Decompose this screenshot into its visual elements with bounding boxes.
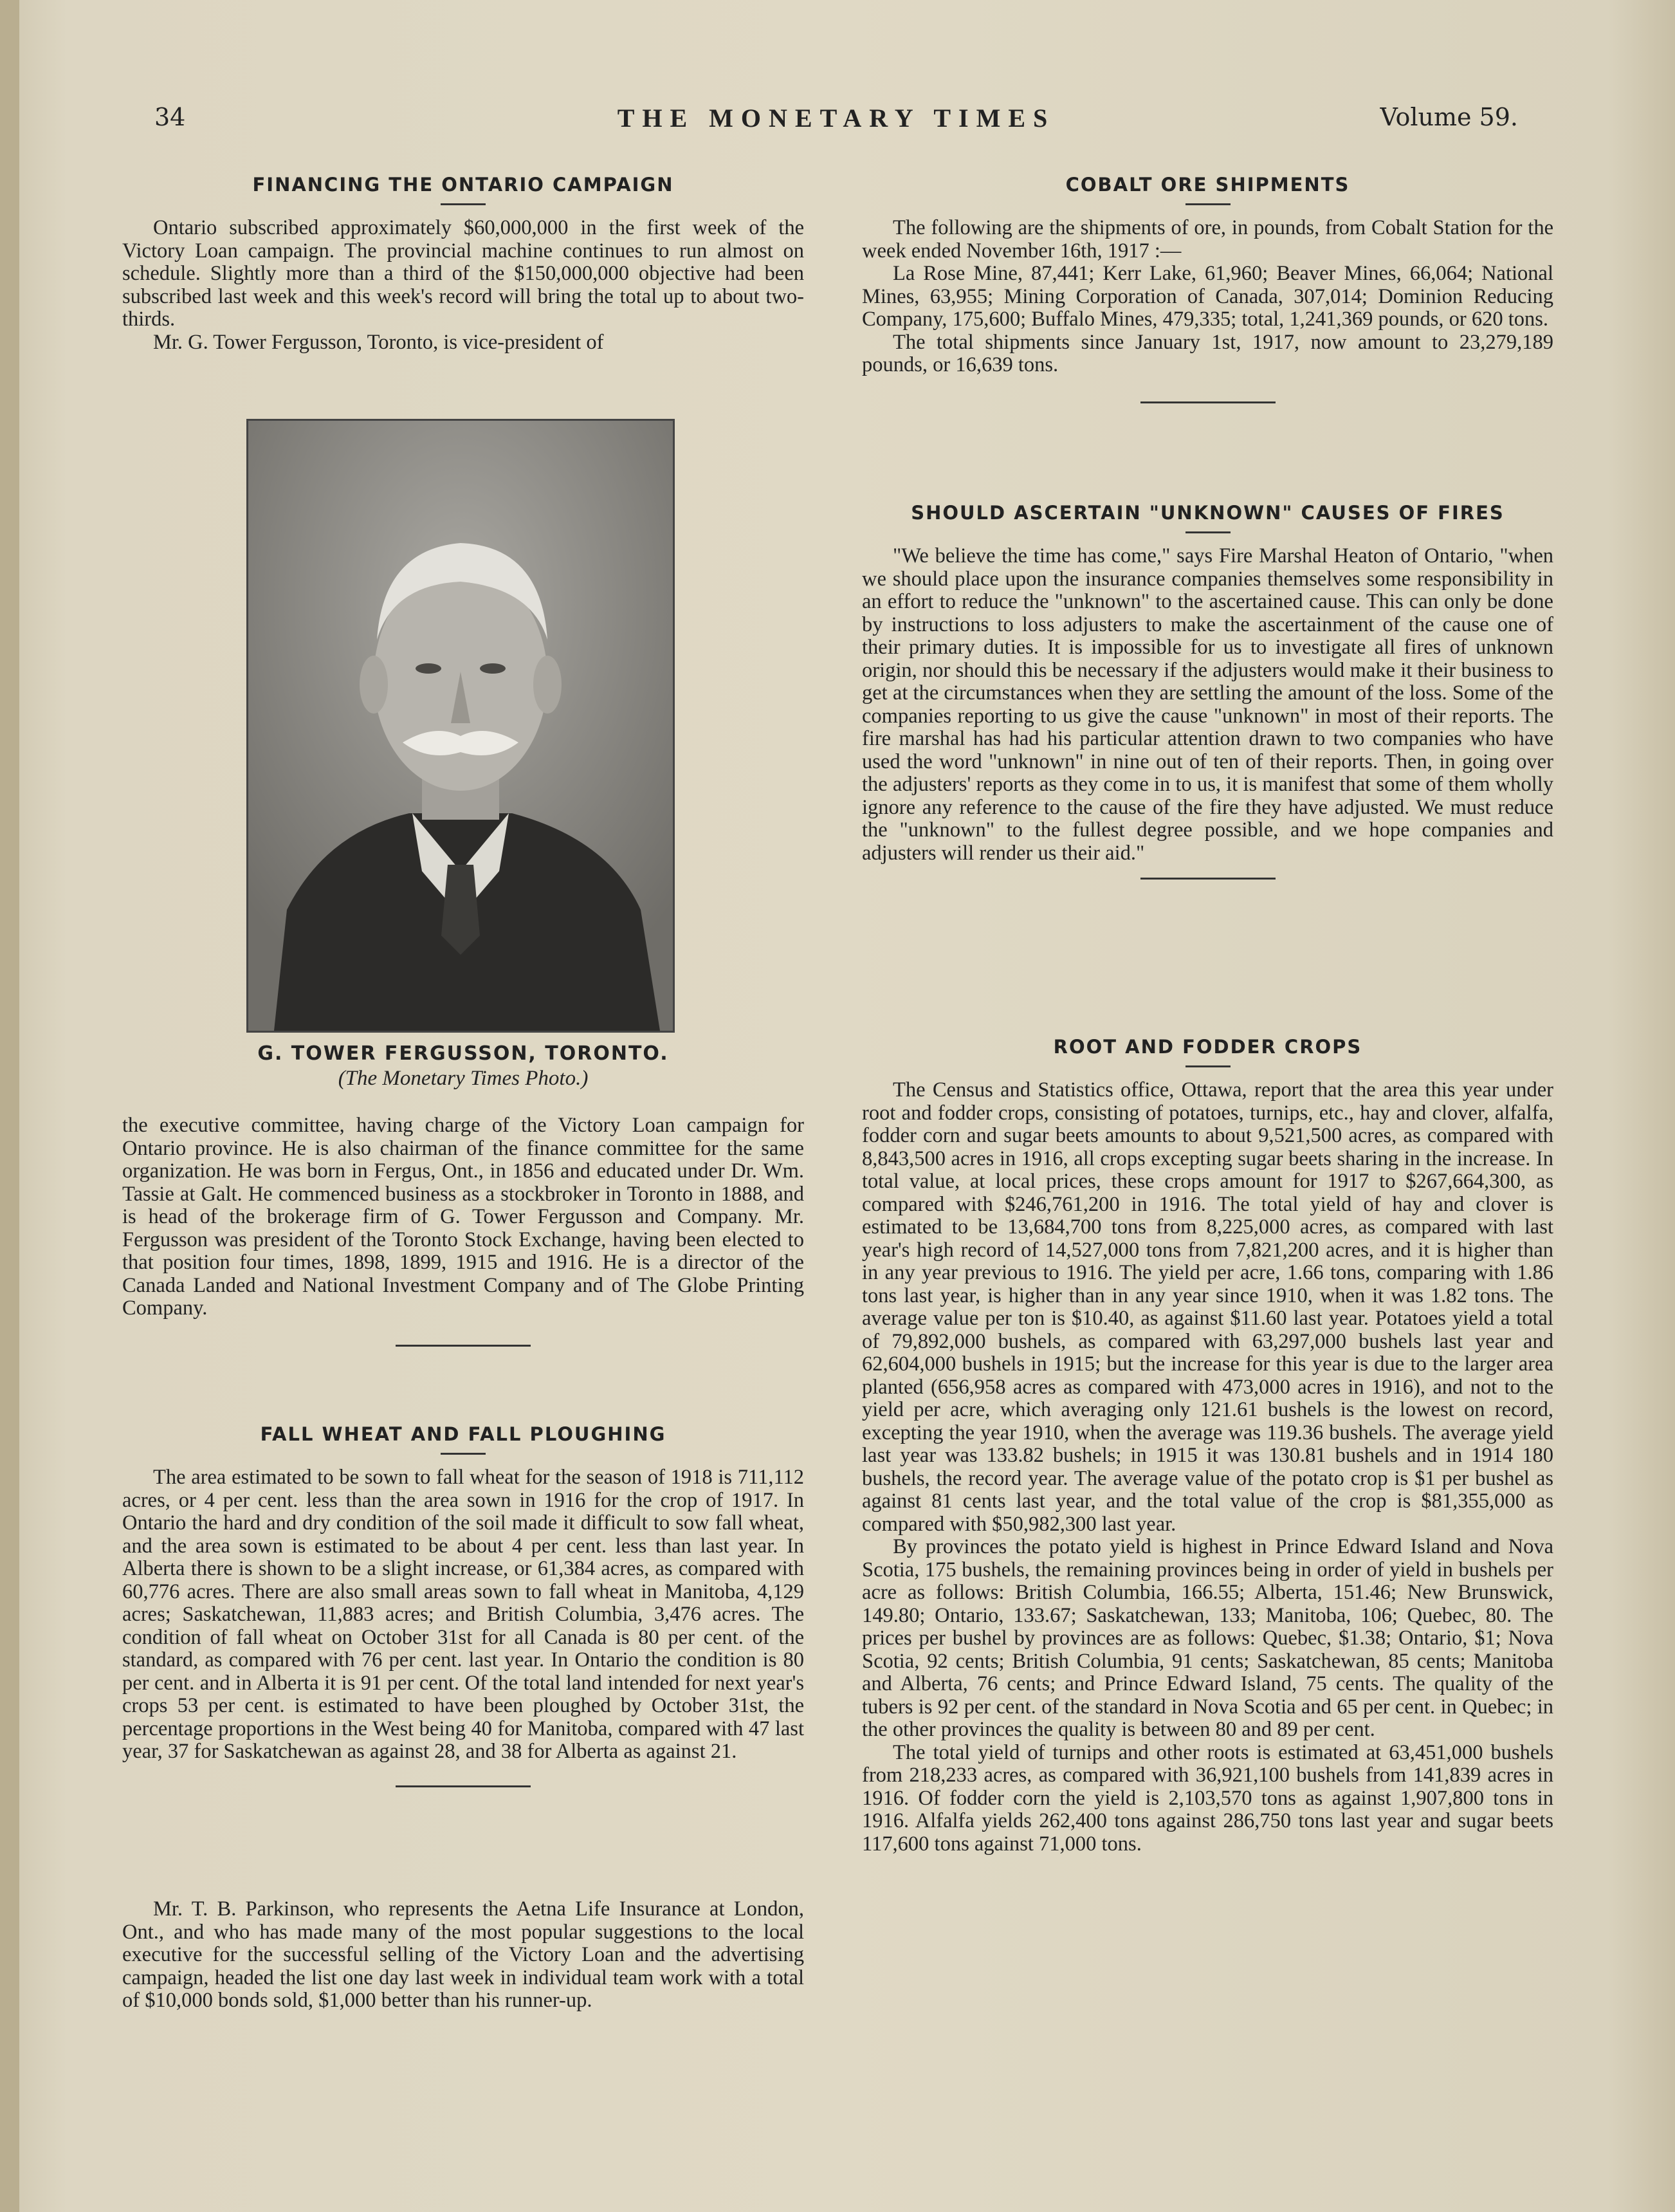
article-fall-wheat (122, 1423, 804, 1787)
article-paragraph: The Census and Statistics office, Ottawa, report that the area this year under root and fodder crops, consisting of potatoes, turnips, etc., hay and clover, alfalfa, fodder corn and sugar beets amounts to about 9,521,500 acres, as compared with 8,843,500 acres in 1916, all crops excepting sugar beets sharing in the increase. In total value, at local prices, these crops amount for 1917 to $267,664,300, as compared with $246,761,200 in 1916. The total yield of hay and clover is estimated to be 13,684,700 tons from 8,225,000 acres, as compared with last year's high record of 14,527,000 tons from 7,821,200 acres, and it is higher than in any year previous to 1916. The yield per acre, 1.66 tons, comparing with 1.86 tons last year, is higher than in any year since 1910, when it was 1.82 tons. The average value per ton is $10.40, as against $11.60 last year. Potatoes yield a total of 79,892,000 bushels, as compared with 63,297,000 bushels last year and 62,604,000 bushels in 1915; but the increase for this year is due to the larger area planted (656,958 acres as compared with 473,000 acres in 1916), and not to the yield per acre, which averaging only 121.61 bushels is the lowest on record, excepting the year 1910, when the average was 119.36 bushels. The average yield last year was 133.82 bushels; in 1915 it was 130.81 bushels and in 1914 180 bushels, the record year. The average value of the potato crop is $1 per bushel as against 81 cents last year, and the total value of the crop is $81,355,000 as compared with $50,982,300 last year. (862, 1078, 1553, 1536)
article-paragraph: the executive committee, having charge of the Victory Loan campaign for Ontario province. He is also chairman of the finance committee for the same organization. He was born in Fergus, Ont., in 1856 and educated under Dr. Wm. Tassie at Galt. He commenced business as a stockbroker in Toronto in 1888, and is head of the brokerage firm of G. Tower Fergusson and Company. Mr. Fergusson was president of the Toronto Stock Exchange, having been elected to that position four times, 1898, 1899, 1915 and 1916. He is a director of the Canada Landed and National Investment Company and of The Globe Printing Company. (122, 1114, 804, 1320)
heading-dash (441, 203, 486, 205)
page-header (154, 103, 1518, 142)
article-heading: COBALT ORE SHIPMENTS (1065, 174, 1350, 196)
article-heading: FINANCING THE ONTARIO CAMPAIGN (252, 174, 674, 196)
photo-credit: (The Monetary Times Photo.) (338, 1067, 589, 1090)
article-paragraph: The total yield of turnips and other roots is estimated at 63,451,000 bushels from 218,233 acres, as compared with 36,921,100 bushels from 141,839 acres in 1916. Of fodder corn the yield is 2,103,570 tons as against 1,907,800 tons in 1916. Alfalfa yields 262,400 tons against 286,750 tons last year and sugar beets 117,600 tons against 71,000 tons. (862, 1740, 1553, 1856)
publication-title: THE MONETARY TIMES (617, 104, 1056, 133)
heading-dash (441, 1453, 486, 1455)
page-binding-edge (0, 0, 19, 2212)
article-paragraph: Ontario subscribed approximately $60,000,000 in the first week of the Victory Loan campaign. The provincial machine continues to run almost on schedule. Slightly more than a third of the $150,000,000 objective had been subscribed last week and this week's record will bring the total up to about two-thirds. (122, 216, 804, 331)
volume-label: Volume 59. (1380, 103, 1518, 131)
heading-dash (1185, 1065, 1231, 1067)
heading-dash (1185, 203, 1231, 205)
article-paragraph: "We believe the time has come," says Fire Marshal Heaton of Ontario, "when we should place upon the insurance companies themselves some responsibility in an effort to reduce the "unknown" to the ascertained cause. This can only be done by instructions to loss adjusters to make the ascertainment of the cause one of their primary duties. It is impossible for us to investigate all fires of unknown origin, nor should this be necessary if the adjusters would make it their business to get at the circumstances when they are settling the amount of the loss. Some of the companies reporting to us give the cause "unknown" in most of their reports. The fire marshal has had his particular attention drawn to two companies who have used the word "unknown" in nine out of ten of their reports. Then, in going over the adjusters' reports as they come in to us, it is manifest that some of them wholly ignore any reference to the cause of the fire they have adjusted. We must reduce the "unknown" to the fullest degree possible, and we hope companies and adjusters will render us their aid." (862, 544, 1553, 865)
portrait-photo (246, 419, 675, 1033)
article-paragraph: La Rose Mine, 87,441; Kerr Lake, 61,960; Beaver Mines, 66,064; National Mines, 63,955; Mining Corporation of Canada, 307,014; Dominion Reducing Company, 175,600; Buffalo Mines, 479,335; total, 1,241,369 pounds, or 620 tons. (862, 262, 1553, 331)
portrait-illustration (248, 421, 673, 1031)
section-divider (1140, 401, 1276, 403)
article-paragraph: The area estimated to be sown to fall wheat for the season of 1918 is 711,112 acres, or 4 per cent. less than the area sown in 1916 for the crop of 1917. In Ontario the hard and dry condition of the soil made it difficult to sow fall wheat, and the area sown is estimated to be about 4 per cent. less than last year. In Alberta there is shown to be a slight increase, or 61,384 acres, as compared with 60,776 acres. There are also small areas sown to fall wheat in Manitoba, 4,129 acres; Saskatchewan, 11,883 acres; and British Columbia, 3,476 acres. The condition of fall wheat on October 31st for all Canada is 80 per cent. of the standard, as compared with 76 per cent. last year. In Ontario the condition is 80 per cent. and in Alberta it is 91 per cent. Of the total land intended for next year's crops 53 per cent. is estimated to have been ploughed by October 31st, the percentage proportions in the West being 40 for Manitoba, compared with 47 last year, 37 for Saskatchewan as against 28, and 38 for Alberta as against 21. (122, 1466, 804, 1763)
article-paragraph: The following are the shipments of ore, in pounds, from Cobalt Station for the week ended November 16th, 1917 :— (862, 216, 1553, 263)
section-divider (396, 1345, 531, 1347)
article-heading: SHOULD ASCERTAIN "UNKNOWN" CAUSES OF FIRES (911, 502, 1505, 524)
article-heading: ROOT AND FODDER CROPS (1053, 1036, 1362, 1058)
article-paragraph: Mr. T. B. Parkinson, who represents the Aetna Life Insurance at London, Ont., and who has made many of the most popular suggestions to the local executive for the successful selling of the Victory Loan and the advertising campaign, headed the list one day last week in individual team work with a total of $10,000 bonds sold, $1,000 better than his runner-up. (122, 1897, 804, 2012)
article-financing-ontario (122, 174, 804, 354)
page-number: 34 (154, 103, 186, 131)
heading-dash (1185, 531, 1231, 533)
section-divider (1140, 878, 1276, 880)
article-root-fodder (862, 1036, 1553, 1856)
article-paragraph: The total shipments since January 1st, 1917, now amount to 23,279,189 pounds, or 16,639 tons. (862, 330, 1553, 376)
article-paragraph: Mr. G. Tower Fergusson, Toronto, is vice-president of (153, 330, 604, 354)
article-cobalt (862, 174, 1553, 403)
article-paragraph: By provinces the potato yield is highest in Prince Edward Island and Nova Scotia, 175 bushels, the remaining provinces being in order of yield in bushels per acre as follows: British Columbia, 166.55; Alberta, 151.46; New Brunswick, 149.80; Ontario, 133.67; Saskatchewan, 133; Manitoba, 106; Quebec, 80. The prices per bushel by provinces are as follows: Quebec, $1.38; Ontario, $1; Nova Scotia, 92 cents; British Columbia, 91 cents; Saskatchewan, 85 cents; Manitoba and Alberta, 76 cents; and Prince Edward Island, 75 cents. The quality of the tubers is 92 per cent. of the standard in Nova Scotia and 65 per cent. in Quebec; in the other provinces the quality is between 80 and 89 per cent. (862, 1535, 1553, 1741)
article-unknown-fires (862, 502, 1553, 880)
photo-caption: G. TOWER FERGUSSON, TORONTO. (257, 1042, 669, 1065)
article-financing-continued (122, 1114, 804, 1347)
section-divider (396, 1785, 531, 1787)
article-heading: FALL WHEAT AND FALL PLOUGHING (260, 1423, 666, 1445)
article-parkinson (122, 1898, 804, 2013)
